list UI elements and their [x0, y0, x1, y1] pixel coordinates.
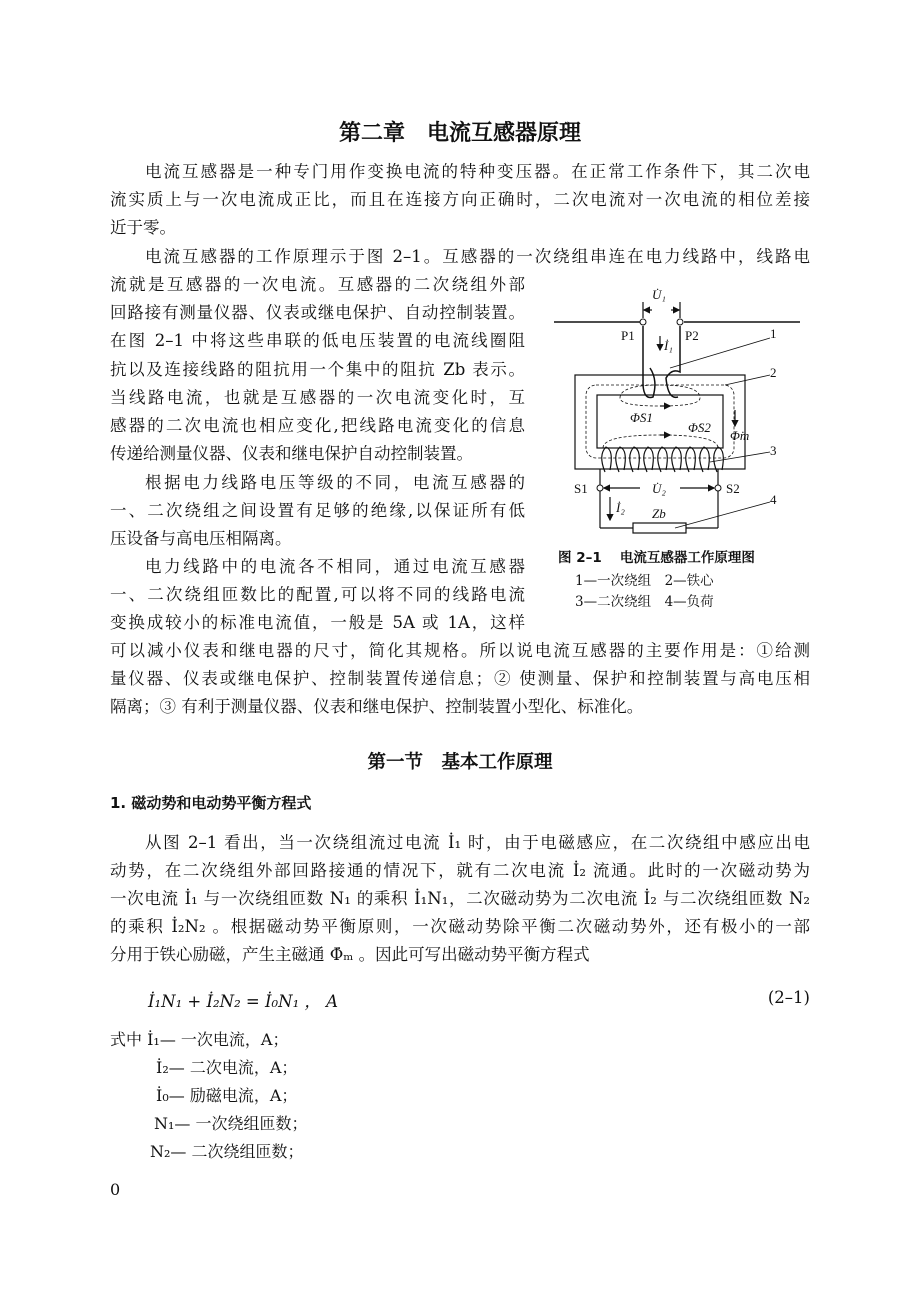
subsection-title: 1. 磁动势和电动势平衡方程式 [110, 794, 312, 812]
text-line: 一次电流 İ₁ 与一次绕组匝数 N₁ 的乘积 İ₁N₁，二次磁动势为二次电流 İ₂ 与二次绕组匝数 N₂ [110, 889, 810, 908]
text-line: 回路接有测量仪器、仪表或继电保护、自动控制装置。 [110, 303, 525, 322]
i1-label: İ₁ [664, 338, 673, 353]
text-line: 当线路电流，也就是互感器的一次电流变化时，互 [110, 388, 525, 407]
figure-caption: 图 2–1 电流互感器工作原理图 [558, 550, 755, 566]
iron-core [575, 375, 745, 469]
definition-item: İ₂— 二次电流，A； [156, 1058, 298, 1077]
s2-label: S2 [726, 481, 740, 496]
definition-item: N₁— 一次绕组匝数； [154, 1114, 308, 1133]
page-number: 0 [110, 1180, 121, 1199]
text-line: 的乘积 İ₂N₂ 。根据磁动势平衡原则，一次磁动势除平衡二次磁动势外，还有极小的一部 [110, 917, 810, 936]
p1-label: P1 [621, 328, 635, 343]
secondary-winding [602, 447, 724, 472]
zb-label: Zb [652, 506, 666, 521]
callout-2: 2 [770, 365, 777, 380]
s1-label: S1 [574, 481, 588, 496]
text-line: 分用于铁心励磁，产生主磁通 Φ̇ₘ 。因此可写出磁动势平衡方程式 [110, 945, 590, 964]
definition-item: N₂— 二次绕组匝数； [150, 1142, 304, 1161]
u1-label: U̇₁ [652, 287, 666, 302]
equation-number: (2–1) [767, 988, 810, 1007]
equation: İ₁N₁ + İ₂N₂ = İ₀N₁ ， A [148, 992, 339, 1011]
chapter-title: 第二章 电流互感器原理 [338, 121, 581, 146]
i2-label: İ₂ [616, 500, 625, 515]
text-line: 从图 2–1 看出，当一次绕组流过电流 İ₁ 时，由于电磁感应，在二次绕组中感应出电 [145, 833, 810, 852]
p2-label: P2 [685, 328, 699, 343]
section-title: 第一节 基本工作原理 [367, 752, 553, 773]
text-line: 一、二次绕组之间设置有足够的绝缘,以保证所有低 [110, 501, 525, 520]
text-line: 近于零。 [110, 218, 176, 237]
callout-3: 3 [770, 443, 777, 458]
text-line: 流就是互感器的一次电流。互感器的二次绕组外部 [110, 275, 525, 294]
phi-m-label: Φ̇m [730, 428, 750, 443]
callout-1: 1 [770, 326, 777, 341]
phi-s2-label: Φ̇S2 [688, 420, 711, 435]
definition-item: 式中 İ₁— 一次电流，A； [110, 1030, 289, 1049]
text-line: 一、二次绕组匝数比的配置,可以将不同的线路电流 [110, 585, 525, 604]
text-line: 电力线路中的电流各不相同，通过电流互感器 [145, 557, 525, 576]
text-line: 感器的二次电流也相应变化,把线路电流变化的信息 [110, 416, 525, 435]
callout-4: 4 [770, 492, 777, 507]
text-line: 传递给测量仪器、仪表和继电保护自动控制装置。 [110, 444, 473, 463]
text-line: 电流互感器的工作原理示于图 2–1。互感器的一次绕组串连在电力线路中，线路电 [145, 247, 810, 266]
text-line: 压设备与高电压相隔离。 [110, 529, 292, 548]
definition-item: İ₀— 励磁电流，A； [156, 1086, 298, 1105]
current-transformer-diagram [540, 280, 800, 540]
text-line: 隔离；③ 有利于测量仪器、仪表和继电保护、控制装置小型化、标准化。 [110, 697, 644, 716]
figure-legend: 3—二次绕组 4—负荷 [575, 594, 714, 610]
text-line: 抗以及连接线路的阻抗用一个集中的阻抗 Zb 表示。 [110, 360, 525, 379]
figure-legend: 1—一次绕组 2—铁心 [575, 573, 714, 589]
phi-s1-label: Φ̇S1 [630, 410, 653, 425]
text-line: 根据电力线路电压等级的不同，电流互感器的 [145, 473, 525, 492]
text-line: 变换成较小的标准电流值，一般是 5A 或 1A，这样 [110, 613, 525, 632]
text-line: 在图 2–1 中将这些串联的低电压装置的电流线圈阻 [110, 331, 525, 350]
text-line: 流实质上与一次电流成正比，而且在连接方向正确时，二次电流对一次电流的相位差接 [110, 190, 810, 209]
text-line: 可以减小仪表和继电器的尺寸，简化其规格。所以说电流互感器的主要作用是：①给测 [110, 641, 810, 660]
load-impedance [633, 523, 686, 533]
text-line: 量仪器、仪表或继电保护、控制装置传递信息；② 使测量、保护和控制装置与高电压相 [110, 669, 810, 688]
text-line: 动势，在二次绕组外部回路接通的情况下，就有二次电流 İ₂ 流通。此时的一次磁动势为 [110, 861, 810, 880]
text-line: 电流互感器是一种专门用作变换电流的特种变压器。在正常工作条件下，其二次电 [145, 162, 810, 181]
u2-label: U̇₂ [652, 481, 666, 496]
